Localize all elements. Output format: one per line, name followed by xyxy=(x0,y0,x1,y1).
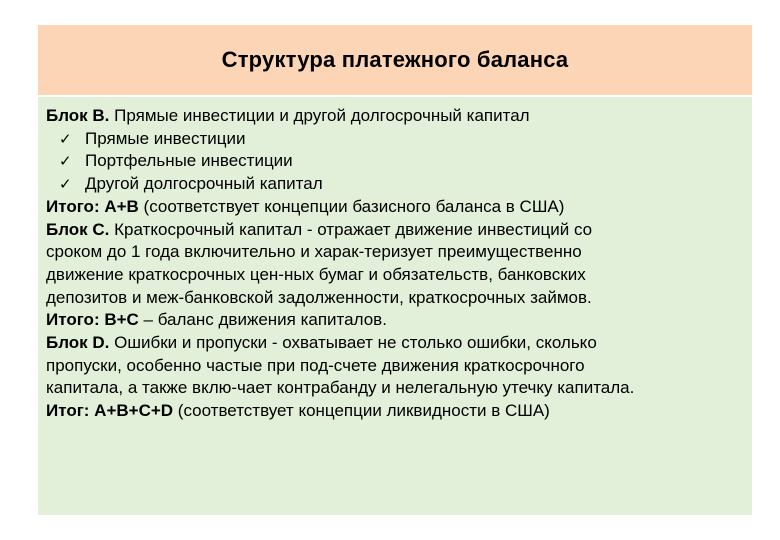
total-abcd-line xyxy=(46,400,744,423)
block-c-label: Блок С. xyxy=(46,219,110,239)
block-d-paragraph xyxy=(46,332,744,400)
list-item-label: Прямые инвестиции xyxy=(85,128,246,148)
block-c-text-1: Краткосрочный капитал - отражает движение инвестиций со xyxy=(109,219,593,239)
list-item xyxy=(46,150,744,173)
block-d-label: Блок D. xyxy=(46,333,110,353)
block-c-line-4: депозитов и меж-банковской задолженности, краткосрочных займов. xyxy=(46,287,592,307)
total-ab-line xyxy=(46,196,744,219)
total-ab-text: (соответствует концепции базисного баланса в США) xyxy=(138,196,565,216)
check-mark-icon: ✓ xyxy=(59,152,72,171)
block-c-line-1 xyxy=(46,219,744,242)
total-bc-label: Итого: В+С xyxy=(46,310,139,330)
total-abcd-text: (соответствует концепции ликвидности в США) xyxy=(173,401,550,421)
page-title: Структура платежного баланса xyxy=(221,47,569,72)
table-body xyxy=(38,97,752,515)
list-item xyxy=(46,173,744,196)
block-c-line-3: движение краткосрочных цен-ных бумаг и обязательств, банковских xyxy=(46,264,586,284)
block-d-line-1 xyxy=(46,332,744,355)
table-header xyxy=(38,25,752,95)
check-mark-icon: ✓ xyxy=(59,129,72,148)
block-d-line-3: капитала, а также вклю-чает контрабанду и нелегальную утечку капитала. xyxy=(46,378,635,398)
block-d-line-2: пропуски, особенно частые при под-счете движения краткосрочного xyxy=(46,355,585,375)
total-ab-label: Итого: А+В xyxy=(46,196,139,216)
total-bc-line xyxy=(46,309,744,332)
block-d-text-1: Ошибки и пропуски - охватывает не столько ошибки, сколько xyxy=(109,333,597,353)
block-c-line-2: сроком до 1 года включительно и харак-теризует преимущественно xyxy=(46,242,582,262)
block-b-line xyxy=(46,105,744,128)
list-item xyxy=(46,128,744,151)
list-item-label: Портфельные инвестиции xyxy=(85,151,293,171)
block-b-label: Блок В. xyxy=(46,106,110,125)
check-mark-icon: ✓ xyxy=(59,175,72,194)
list-item-label: Другой долгосрочный капитал xyxy=(85,174,323,194)
total-bc-text: – баланс движения капиталов. xyxy=(138,310,387,330)
structure-table xyxy=(38,25,752,515)
block-c-paragraph xyxy=(46,219,744,310)
block-b-text: Прямые инвестиции и другой долгосрочный капитал xyxy=(109,106,530,125)
total-abcd-label: Итог: А+В+С+D xyxy=(46,401,174,421)
